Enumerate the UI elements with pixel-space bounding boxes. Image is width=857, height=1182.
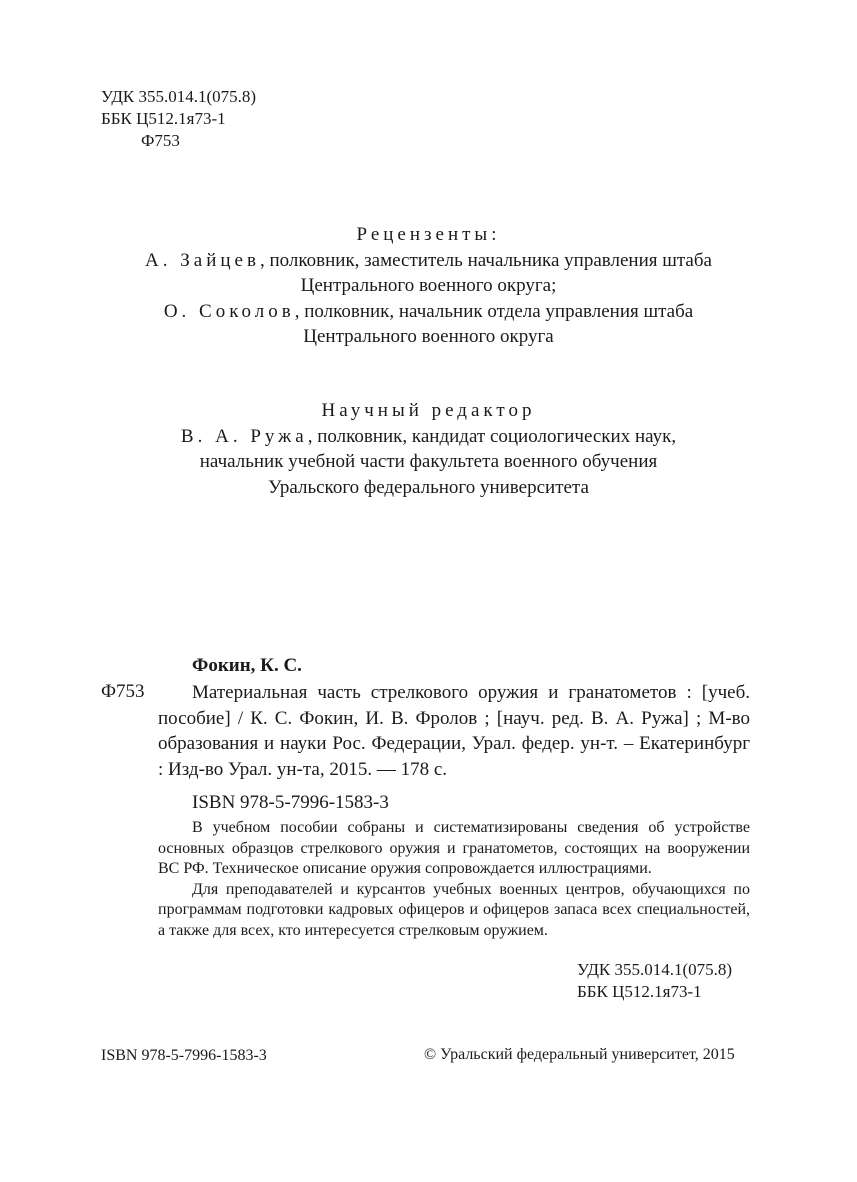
reviewers-heading: Рецензенты: (356, 224, 501, 245)
catalog-description-text: Материальная часть стрелкового оружия и гранатометов : [учеб. пособие] / К. С. Фокин, И. В. Фролов ; [науч. ред. В. А. Ружа] ; М-во образования и науки Рос. Федерации, Урал. федер. ун-т. – Екатеринбург : Изд-во Урал. ун-та, 2015. — 178 с. (158, 682, 750, 780)
reviewer-2-line2: Центрального военного округа (303, 326, 554, 347)
reviewer-1-line2: Центрального военного округа; (300, 275, 557, 296)
reviewer-2-desc: , полковник, начальник отдела управления штаба (294, 300, 694, 322)
footer-copyright: © Уральский федеральный университет, 2015 (424, 1046, 735, 1063)
editor-line2: начальник учебной части факультета военного обучения (199, 451, 658, 472)
catalog-author: Фокин, К. С. (192, 655, 302, 676)
catalog-udk: УДК 355.014.1(075.8) (577, 960, 733, 979)
catalog-description (158, 680, 750, 782)
annotation-paragraph-2: Для преподавателей и курсантов учебных военных центров, обучающихся по программам подготовки кадровых офицеров и офицеров запаса всех специальностей, а также для всех, кто интересуется стрелковым оружием. (158, 880, 750, 939)
reviewer-2-name: О. Соколов (163, 300, 295, 322)
catalog-code: Ф753 (101, 681, 145, 702)
annotation-block (158, 818, 750, 941)
editor-line1 (0, 424, 857, 450)
reviewer-1-line1 (0, 248, 857, 274)
catalog-isbn: ISBN 978-5-7996-1583-3 (192, 792, 389, 813)
footer-isbn: ISBN 978-5-7996-1583-3 (101, 1047, 267, 1064)
catalog-bbk: ББК Ц512.1я73-1 (577, 982, 702, 1001)
editor-block (0, 398, 857, 500)
bbk-code: ББК Ц512.1я73-1 (101, 109, 226, 128)
author-mark-code: Ф753 (141, 131, 180, 150)
editor-heading: Научный редактор (321, 400, 536, 421)
editor-line3: Уральского федерального университета (268, 476, 589, 498)
udk-code: УДК 355.014.1(075.8) (101, 87, 257, 106)
annotation-paragraph-1: В учебном пособии собраны и систематизированы сведения об устройстве основных образцов стрелкового оружия и гранатометов, состоящих на вооружении ВС РФ. Техническое описание оружия сопровождается иллюстрациями. (158, 819, 750, 877)
reviewer-1-desc: , полковник, заместитель начальника управления штаба (259, 249, 712, 271)
editor-name: В. А. Ружа (180, 425, 308, 447)
editor-desc: , полковник, кандидат социологических наук, (307, 425, 677, 447)
reviewers-block (0, 222, 857, 350)
classification-block (101, 86, 256, 152)
reviewer-2-line1 (0, 299, 857, 325)
catalog-classification (577, 959, 732, 1003)
reviewer-1-name: А. Зайцев (145, 249, 260, 271)
